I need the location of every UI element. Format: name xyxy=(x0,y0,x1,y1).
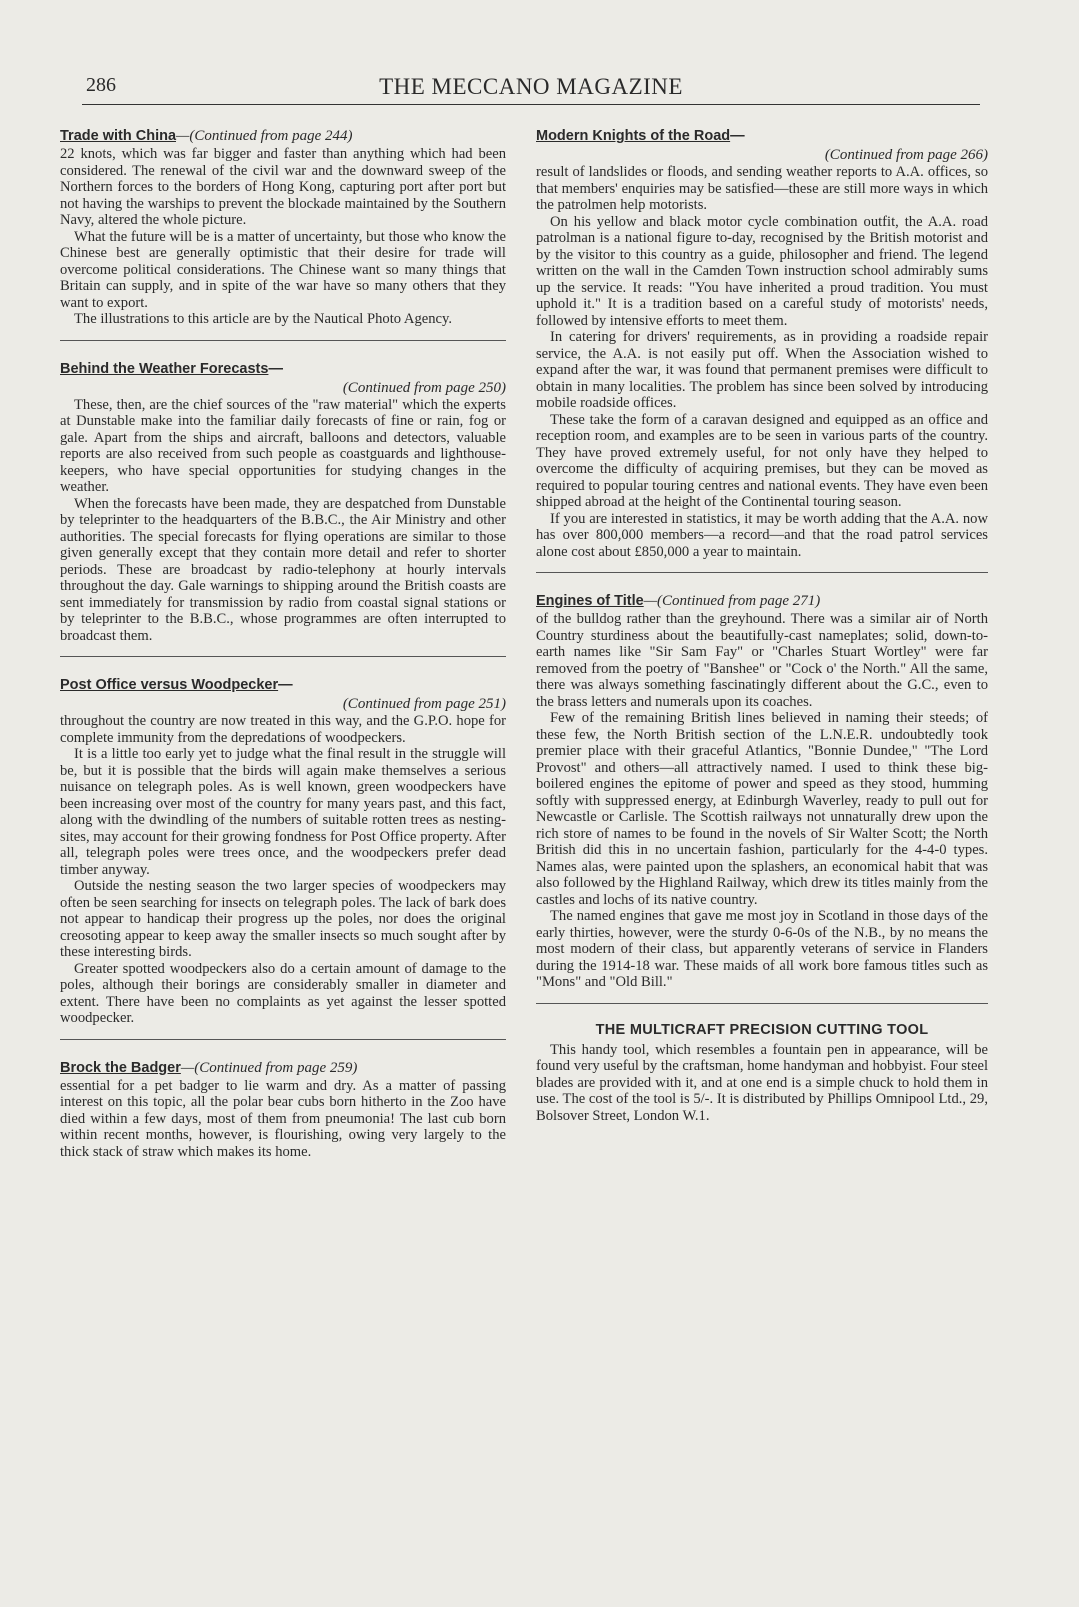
continued-note: —(Continued from page 271) xyxy=(643,593,821,609)
paragraph: The illustrations to this article are by the Nautical Photo Agency. xyxy=(74,311,452,327)
article-heading xyxy=(536,126,988,146)
continued-note: (Continued from page 266) xyxy=(824,147,988,163)
section-divider xyxy=(536,572,988,573)
article-title: Engines of Title xyxy=(536,593,644,609)
paragraph: If you are interested in statistics, it may be worth adding that the A.A. now has over 800,000 members—a record—and that the road patrol services alone cost about £850,000 a year to maintain. xyxy=(536,510,988,560)
article-heading xyxy=(60,359,506,379)
continued-note: —(Continued from page 244) xyxy=(176,128,353,144)
paragraph: On his yellow and black motor cycle combination outfit, the A.A. road patrolman is a national figure to-day, recognised by the British motorist and by the visitor to this country as a guide, philosopher and friend. The legend written on the wall in the Camden Town instruction school admirably sums up the service. It reads: "You have inherited a proud tradition. You must uphold it." It is a tradition based on a careful study of motorists' needs, followed by intensive efforts to meet them. xyxy=(536,213,988,329)
article-weather-forecasts xyxy=(60,359,506,658)
article-title: THE MULTICRAFT PRECISION CUTTING TOOL xyxy=(595,1021,929,1038)
continued-note: —(Continued from page 259) xyxy=(180,1059,358,1076)
article-title: Brock the Badger xyxy=(60,1059,181,1076)
article-title: Behind the Weather Forecasts xyxy=(60,360,269,377)
article-modern-knights xyxy=(536,126,988,573)
continued-note: (Continued from page 250) xyxy=(342,379,506,396)
paragraph: What the future will be is a matter of uncertainty, but those who know the Chinese best are generally optimistic that their desire for trade will overcome political considerations. The Chinese want so many things that Britain can supply, and in spite of the war have so many others that they want to export. xyxy=(60,228,506,311)
article-trade-with-china xyxy=(60,126,506,341)
section-divider xyxy=(536,1003,988,1004)
page-number: 286 xyxy=(86,74,116,96)
magazine-title: THE MECCANO MAGAZINE xyxy=(379,74,683,99)
paragraph: result of landslides or floods, and sending weather reports to A.A. offices, so that members' enquiries may be satisfied—these are still more ways in which the patrolmen help motorists. xyxy=(536,164,988,213)
article-title: Post Office versus Woodpecker xyxy=(60,677,279,693)
page-header xyxy=(82,68,980,105)
paragraph: These take the form of a caravan designed and equipped as an office and reception room, and examples are to be seen in various parts of the country. They have proved extremely useful, for not only have they helped to overcome the difficulty of acquiring premises, but they can be moved as required to popular touring centres and national events. They have even been shipped abroad at the height of the Continental touring season. xyxy=(536,411,988,510)
article-heading xyxy=(60,126,506,146)
paragraph: These, then, are the chief sources of the "raw material" which the experts at Dunstable make into the familiar daily forecasts of fine or rain, fog or gale. Apart from the ships and aircraft, balloons and detectors, valuable reports are also received from such people as coastguards and lighthouse-keepers, who have special opportunities for studying changes in the weather. xyxy=(60,396,506,495)
article-heading xyxy=(60,1058,506,1078)
paragraph: of the bulldog rather than the greyhound. There was a similar air of North Country sturdiness about the beautifully-cast nameplates; solid, down-to-earth names like "Sir Sam Fay" or "Charles Stuart Wortley" were far removed from the poetry of "Banshee" or "Cock o' the North." All the same, there was always something fascinatingly different about the G.C., even to the brass letters and numerals upon its coaches. xyxy=(536,611,988,710)
paragraph: essential for a pet badger to lie warm and dry. As a matter of passing interest on this topic, all the polar bear cubs born hitherto in the Zoo have died within a few days, most of them from pneumonia! The last cub born within recent months, however, is flourishing, owing very largely to the thick stack of straw which makes its home. xyxy=(60,1077,506,1160)
paragraph: When the forecasts have been made, they are despatched from Dunstable by teleprinter to the headquarters of the B.B.C., the Air Ministry and other authorities. The special forecasts for flying operations are similar to those given generally except that they contain more detail and refer to shorter periods. These are broadcast by radio-telephony at hourly intervals throughout the day. Gale warnings to shipping around the British coasts are sent immediately for transmission by radio from coastal signal stations or by teleprinter to the B.B.C., whose programmes are often interrupted to broadcast them. xyxy=(60,495,506,644)
paragraph: This handy tool, which resembles a fountain pen in appearance, will be found very useful by the craftsman, home handyman and hobbyist. Four steel blades are provided with it, and at one end is a simple chuck to hold them in use. The cost of the tool is 5/-. It is distributed by Phillips Omnipool Ltd., 29, Bolsover Street, London W.1. xyxy=(536,1041,988,1124)
article-woodpecker xyxy=(60,675,506,1040)
article-engines-of-title xyxy=(536,591,988,1004)
title-dash: — xyxy=(278,677,293,693)
paragraph: Outside the nesting season the two larger species of woodpeckers may often be seen searching for insects on telegraph poles. The lack of bark does not appear to handicap their progress up the poles, nor does the original creosoting appear to keep away the smaller insects so much sought after by these interesting birds. xyxy=(60,878,506,960)
right-column xyxy=(536,126,988,1140)
article-title: Modern Knights of the Road xyxy=(536,128,731,144)
paragraph: 22 knots, which was far bigger and faster than anything which had been considered. The renewal of the civil war and the downward sweep of the Northern forces to the borders of Hong Kong, capturing port after port but not having the warships to prevent the blockade maintained by the Southern Navy, altered the whole picture. xyxy=(60,146,506,228)
paragraph: Few of the remaining British lines believed in naming their steeds; of these few, the North British section of the L.N.E.R. undoubtedly took premier place with their graceful Atlantics, "Bonnie Dundee," "The Lord Provost" and others—all attractively named. I used to think these big-boilered engines the epitome of power and speed as they stood, humming softly with suppressed energy, at Edinburgh Waverley, ready to pull out for Newcastle or Carlisle. The Scottish railways not unnaturally drew upon the rich store of names to be found in the novels of Sir Walter Scott; the North British did this in no uncertain fashion, particularly for the 4-4-0 types. Names alas, were painted upon the splashers, an economical habit that was also followed by the Highland Railway, which drew its titles mainly from the castles and lochs of its native country. xyxy=(536,710,988,908)
section-divider xyxy=(60,340,506,341)
article-heading xyxy=(60,675,506,695)
article-multicraft-tool xyxy=(536,1022,988,1125)
article-brock-the-badger xyxy=(60,1058,506,1161)
paragraph: In catering for drivers' requirements, as in providing a roadside repair service, the A.A. is not easily put off. When the Association wished to expand after the war, it was found that permanent premises were difficult to obtain in many localities. The problem has since been solved by introducing mobile roadside offices. xyxy=(536,329,988,411)
section-divider xyxy=(60,656,506,657)
continued-note: (Continued from page 251) xyxy=(342,696,506,712)
section-divider xyxy=(60,1039,506,1040)
left-column xyxy=(60,126,506,1176)
article-title: Trade with China xyxy=(60,128,177,144)
article-heading xyxy=(536,591,988,611)
paragraph: throughout the country are now treated in this way, and the G.P.O. hope for complete immunity from the depredations of woodpeckers. xyxy=(60,713,506,746)
title-dash: — xyxy=(730,128,745,144)
paragraph: It is a little too early yet to judge what the final result in the struggle will be, but it is possible that the birds will again make themselves a serious nuisance on telegraph poles. As is well known, green woodpeckers have been increasing over most of the country for many years past, and this fact, along with the dwindling of the numbers of suitable rotten trees as nesting-sites, may account for their growing fondness for Post Office property. After all, telegraph poles were trees once, and the woodpeckers prefer dead timber anyway. xyxy=(60,746,506,878)
paragraph: The named engines that gave me most joy in Scotland in those days of the early thirties, however, were the sturdy 0-6-0s of the N.B., by no means the most modern of their class, but apparently veterans of service in Flanders during the 1914-18 war. These maids of all work bore famous titles such as "Mons" and "Old Bill." xyxy=(536,908,988,990)
title-dash: — xyxy=(268,360,283,377)
paragraph: Greater spotted woodpeckers also do a certain amount of damage to the poles, although their borings are considerably smaller in diameter and extent. There have been no complaints as yet against the lesser spotted woodpecker. xyxy=(60,960,506,1026)
